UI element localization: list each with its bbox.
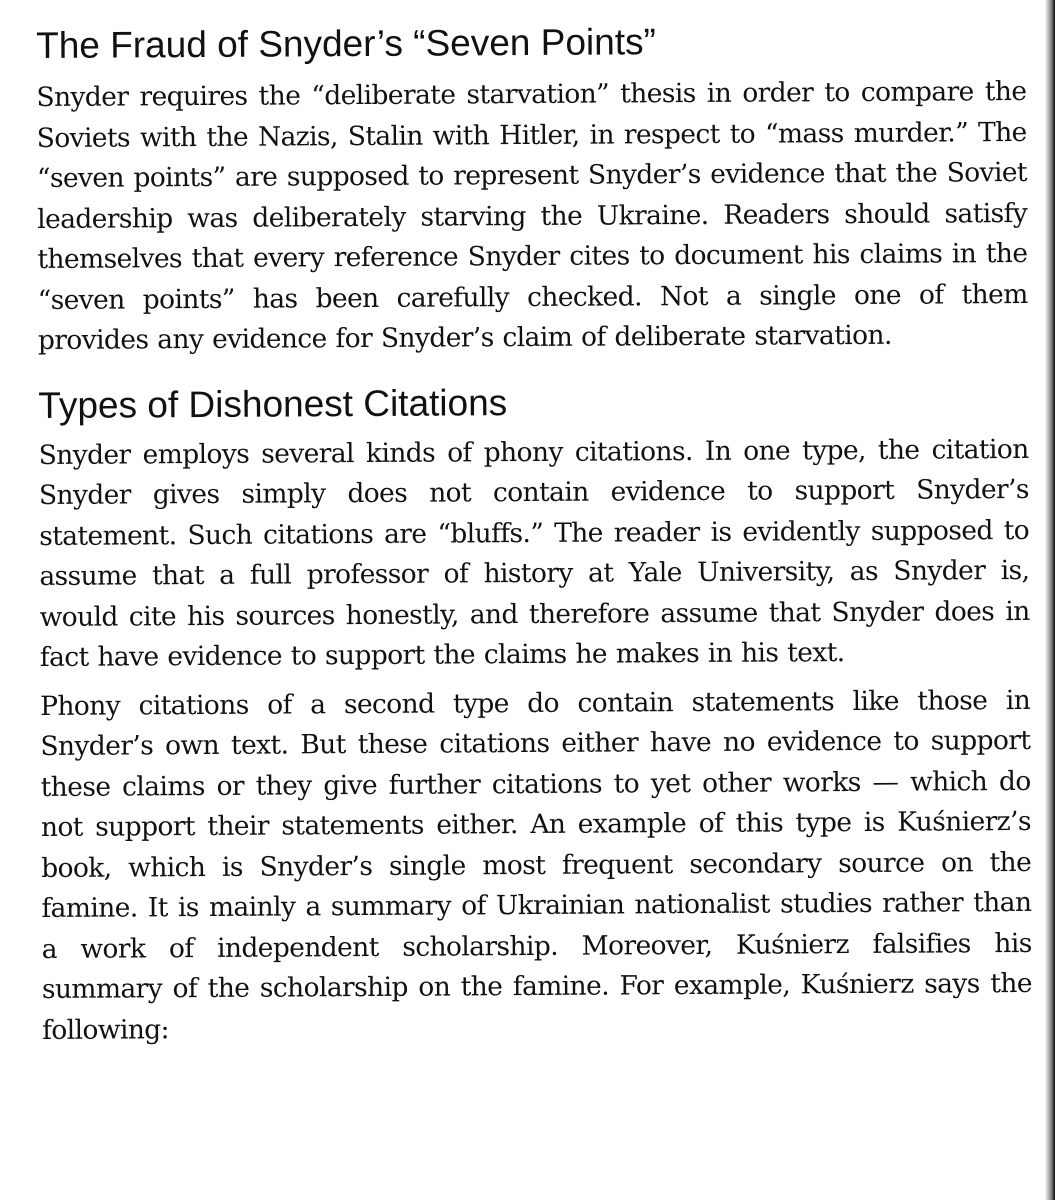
page-content	[36, 16, 1032, 1051]
section-heading-dishonest-citations: Types of Dishonest Citations	[38, 381, 508, 426]
paragraph-citation-type-one: Snyder employs several kinds of phony citations. In one type, the citation Snyder gives simply does not contain evidence to support Snyder’s statement. Such citations are “bluffs.” The reader is evidently supposed to assume that a full professor of history at Yale University, as Snyder is, would cite his sources honestly, and therefore assume that Snyder does in fact have evidence to support the claims he makes in his text.	[38, 433, 1030, 673]
page-edge-shadow	[1045, 0, 1055, 1200]
section-heading-seven-points: The Fraud of Snyder’s “Seven Points”	[36, 21, 656, 66]
paragraph-citation-type-two: Phony citations of a second type do contain statements like those in Snyder’s own text. But these citations either have no evidence to support these claims or they give further citations to yet other works — which do not support their statements either. An example of this type is Kuśnierz’s book, which is Snyder’s single most frequent secondary source on the famine. It is mainly a summary of Ukrainian nationalist studies rather than a work of independent scholarship. Moreover, Kuśnierz falsifies his summary of the scholarship on the famine. For example, Kuśnierz says the following:	[40, 684, 1032, 1046]
paragraph-seven-points: Snyder requires the “deliberate starvation” thesis in order to compare the Soviets with the Nazis, Stalin with Hitler, in respect to “mass murder.” The “seven points” are supposed to represent Snyder’s evidence that the Soviet leadership was deliberately starving the Ukraine. Readers should satisfy themselves that every reference Snyder cites to document his claims in the “seven points” has been carefully checked. Not a single one of them provides any evidence for Snyder’s claim of deliberate starvation.	[36, 75, 1028, 356]
